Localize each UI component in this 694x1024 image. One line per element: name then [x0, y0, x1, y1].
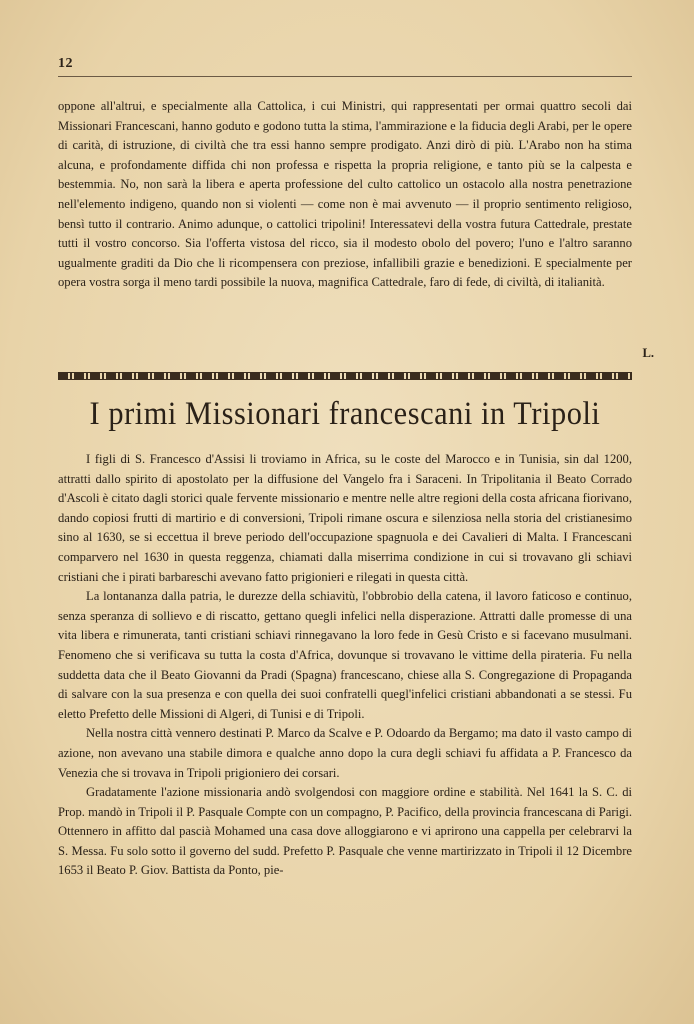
header-rule: [58, 76, 632, 77]
article-paragraph: Nella nostra città vennero destinati P. Marco da Scalve e P. Odoardo da Bergamo; ma dato il vasto campo di azione, non avevano una stabile dimora e qualche anno dopo la cura degli schiavi fu affidata a P. Francesco da Venezia che si trovava in Tripoli prigioniero dei corsari.: [58, 726, 632, 780]
ornamental-divider: [58, 372, 632, 380]
article-paragraph: Gradatamente l'azione missionaria andò svolgendosi con maggiore ordine e stabilità. Nel 1641 la S. C. di Prop. mandò in Tripoli il P. Pasquale Compte con un compagno, P. Pacifico, della provincia francescana di Parigi. Ottennero in affitto dal pascià Mohamed una casa dove alloggiarono e vi aprirono una cappella per celebrarvi la S. Messa. Fu solo sotto il governo del sudd. Prefetto P. Pasquale che venne martirizzato in Tripoli il 12 Dicembre 1653 il Beato P. Giov. Battista da Ponto, pie-: [58, 785, 632, 878]
author-signature: L.: [642, 346, 654, 360]
article-paragraph: La lontananza dalla patria, le durezze della schiavitù, l'obbrobio della catena, il lavoro faticoso e continuo, senza speranza di sollievo e di riscatto, gettano quegli infelici nella disperazione. Attratti dalle promesse di una vita libera e rimunerata, tanti cristiani schiavi rinnegavano la loro fede in Gesù Cristo e si facevano musulmani. Fenomeno che si verificava su tutta la costa d'Africa, dovunque si trovavano le vittime della pirateria. Fu nella suddetta data che il Beato Giovanni da Pradi (Spagna) francescano, chiese alla S. Congregazione di Propaganda di salvare con la sua presenza e con quella dei suoi confratelli quegl'infelici cristiani abbandonati a se stessi. Fu eletto Prefetto delle Missioni di Algeri, di Tunisi e di Tripoli.: [58, 589, 632, 721]
intro-paragraph: oppone all'altrui, e specialmente alla Cattolica, i cui Ministri, qui rappresentati per ormai quattro secoli dai Missionari Francescani, hanno goduto e godono tutta la stima, l'ammirazione e la fiducia degli Arabi, per le opere di carità, di istruzione, di civiltà che tra essi hanno sempre prodigato. Anzi dirò di più. L'Arabo non ha stima alcuna, e profondamente diffida chi non professa e rispetta la propria religione, e tanto più se la calpesta e bestemmia. No, non sarà la libera e aperta professione del culto cattolico un ostacolo alla nostra penetrazione nell'elemento indigeno, quando non si violenti — come non è mai avvenuto — il proprio sentimento religioso, bensì tutto il contrario. Animo adunque, o cattolici tripolini! Interessatevi della vostra futura Cattedrale, prestate tutti il vostro concorso. Sia l'offerta vistosa del ricco, sia il modesto obolo del povero; l'uno e l'altro saranno ugualmente graditi da Dio che li ricompensera con preziose, infallibili grazie e benedizioni. E specialmente per opera vostra sorga il meno tardi possibile la nuova, magnifica Cattedrale, faro di fede, di civiltà, di italianità.: [58, 99, 632, 290]
article-body: [58, 450, 632, 881]
page-number: 12: [58, 56, 73, 71]
article-paragraph: I figli di S. Francesco d'Assisi li troviamo in Africa, su le coste del Marocco e in Tunisia, sin dal 1200, attratti dallo spirito di apostolato per la diffusione del Vangelo fra i Saraceni. In Tripolitania il Beato Corrado d'Ascoli è citato dagli storici quale fervente missionario e mentre nelle altre regioni della costa africana fiorivano, dando copiosi frutti di martirio e di conversioni, Tripoli rimane oscura e silenziosa nella storia del cristianesimo sino al 1630, se si eccettua il breve periodo dell'occupazione spagnuola e dei Cavalieri di Malta. I Francescani comparvero nel 1630 in questa reggenza, chiamati dalla miserrima condizione in cui si trovavano gli schiavi cristiani che i pirati barbareschi avevano fatto prigionieri e rilegati in questa città.: [58, 452, 632, 584]
article-title: I primi Missionari francescani in Tripoli: [89, 396, 601, 432]
